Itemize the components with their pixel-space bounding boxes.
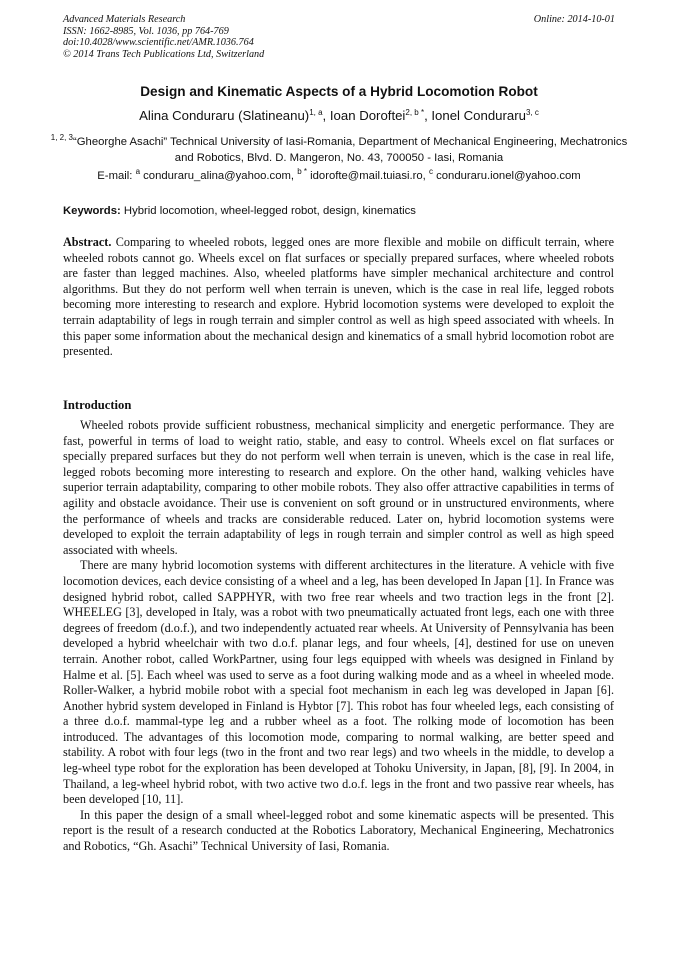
affiliation-text: “Gheorghe Asachi” Technical University of Iasi-Romania, Department of Mechanical Engineering, Mechatronics and Robotics, Blvd. D. Mangeron, No. 43, 700050 - Iasi, Romania — [73, 136, 628, 164]
paper-title: Design and Kinematic Aspects of a Hybrid Locomotion Robot — [140, 84, 538, 99]
abstract-label: Abstract. — [63, 235, 112, 249]
affiliation — [40, 134, 638, 166]
email-label: E-mail: — [97, 170, 133, 182]
paragraph: Wheeled robots provide sufficient robustness, mechanical simplicity and energetic performance. They are fast, powerful in terms of load to weight ratio, stable, and easy to control. Wheels excel on flat surfaces or specially prepared surfaces but they do not perform well when terrain is uneven, which is the case in real life, legged robots becoming more interesting to research and explore. On the other hand, walking vehicles have superior terrain adaptability, comparing to other mobile robots. They also offer attractive capabilities in terms of agility and obstacle avoidance. Their use is convenient on soft ground or in unstructured environments, where the performance of wheels and tracks are considerable reduced. Later on, hybrid locomotion systems were developed to exploit the terrain adaptability of legs in rough terrain and simpler control as well as high speed associated with wheels. — [63, 418, 614, 557]
author-superscript: 3, c — [525, 108, 539, 117]
author-name: Ionel Conduraru — [431, 108, 526, 123]
journal-name: Advanced Materials Research — [63, 14, 186, 25]
email-superscript: b * — [297, 167, 307, 176]
abstract-text: Comparing to wheeled robots, legged ones are more flexible and mobile on difficult terrain, where wheeled robots cannot go. Wheels excel on flat surfaces or specially prepared surfaces, where wheeled robots are faster than legged machines. Also, wheeled platforms have simpler mechanical architecture and control algorithms. But they do not perform well when terrain is uneven, which is the case in real life, legged robots becoming more interesting to research and explore. Hybrid locomotion systems were developed to exploit the terrain adaptability of legs in rough terrain and simpler control as well as high speed associated with wheels. In this paper some information about the mechanical design and kinematics of a small hybrid locomotion robot are presented. — [63, 235, 614, 359]
affiliation-superscript: 1, 2, 3 — [50, 133, 73, 142]
keywords — [63, 205, 623, 217]
email-address[interactable]: conduraru_alina@yahoo.com, — [143, 170, 295, 182]
author-superscript: 1, a — [309, 108, 323, 117]
abstract — [63, 235, 614, 360]
journal-info — [63, 14, 264, 60]
author-superscript: 2, b * — [405, 108, 425, 117]
email-superscript: c — [428, 167, 433, 176]
online-date: Online: 2014-10-01 — [533, 14, 615, 25]
email-address[interactable]: idorofte@mail.tuiasi.ro, — [310, 170, 426, 182]
email-line — [0, 167, 678, 182]
section-heading-introduction: Introduction — [63, 398, 132, 412]
author-name: Alina Conduraru (Slatineanu) — [139, 108, 310, 123]
doi-line: doi:10.4028/www.scientific.net/AMR.1036.764 — [63, 37, 254, 49]
copyright-line: © 2014 Trans Tech Publications Ltd, Switzerland — [63, 48, 265, 60]
paragraph: There are many hybrid locomotion systems with different architectures in the literature. A vehicle with five locomotion devices, each device consisting of a wheel and a leg, has been developed In Japan [1]. In France was designed hybrid robot, called SAPPHYR, with two free rear wheels and two traction legs in the front [2]. WHEELEG [3], developed in Italy, was a robot with two pneumatically actuated front legs, each one with three degrees of freedom (d.o.f.), and two independently actuated rear wheels. At University of Pennsylvania has been developed a hybrid wheelchair with two d.o.f. planar legs, and four wheels, [4], destined for use on uneven terrain. Another robot, called WorkPartner, using four legs equipped with wheels was designed in Finland by Halme et al. [5]. Each wheel was used to serve as a foot during walking mode and as a wheel in wheeled mode. Roller-Walker, a hybrid mobile robot with a special foot mechanism in each leg was developed in Japan [6]. Another hybrid system developed in Finland is Hybtor [7]. This robot has four wheeled legs, each consisting of a three d.o.f. mammal-type leg and a rubber wheel as a foot. The rolking mode of locomotion has been introduced. The advantages of this locomotion mode, comparing to normal walking, are better speed and stability. A robot with four legs (two in the front and two rear legs) and two wheels in the middle, to develop a leg-wheel type robot for the exploration has been developed at Tohoku University, in Japan, [8], [9]. In 2004, in Thailand, a leg-wheel hybrid robot, with two active two d.o.f. legs in the front and two passive rear wheels, has been developed [10, 11]. — [63, 558, 614, 807]
paragraph: In this paper the design of a small wheel-legged robot and some kinematic aspects will be presented. This report is the result of a research conducted at the Robotics Laboratory, Mechanical Engineering, Mechatronics and Robotics, “Gh. Asachi” Technical University of Iasi, Romania. — [63, 807, 614, 854]
author-name: Ioan Doroftei — [329, 108, 406, 123]
email-address[interactable]: conduraru.ionel@yahoo.com — [436, 170, 581, 182]
email-superscript: a — [135, 167, 141, 176]
keywords-label: Keywords: — [63, 205, 121, 217]
issn-line: ISSN: 1662-8985, Vol. 1036, pp 764-769 — [63, 25, 229, 37]
journal-header — [63, 14, 615, 60]
author-list: Alina Conduraru (Slatineanu)$^{1, a}$, Ioan Doroftei$^{2, b *}$, Ionel Conduraru$^{3, c}$ — [139, 108, 539, 123]
introduction-body — [63, 418, 614, 855]
keywords-text: Hybrid locomotion, wheel-legged robot, design, kinematics — [123, 205, 416, 217]
